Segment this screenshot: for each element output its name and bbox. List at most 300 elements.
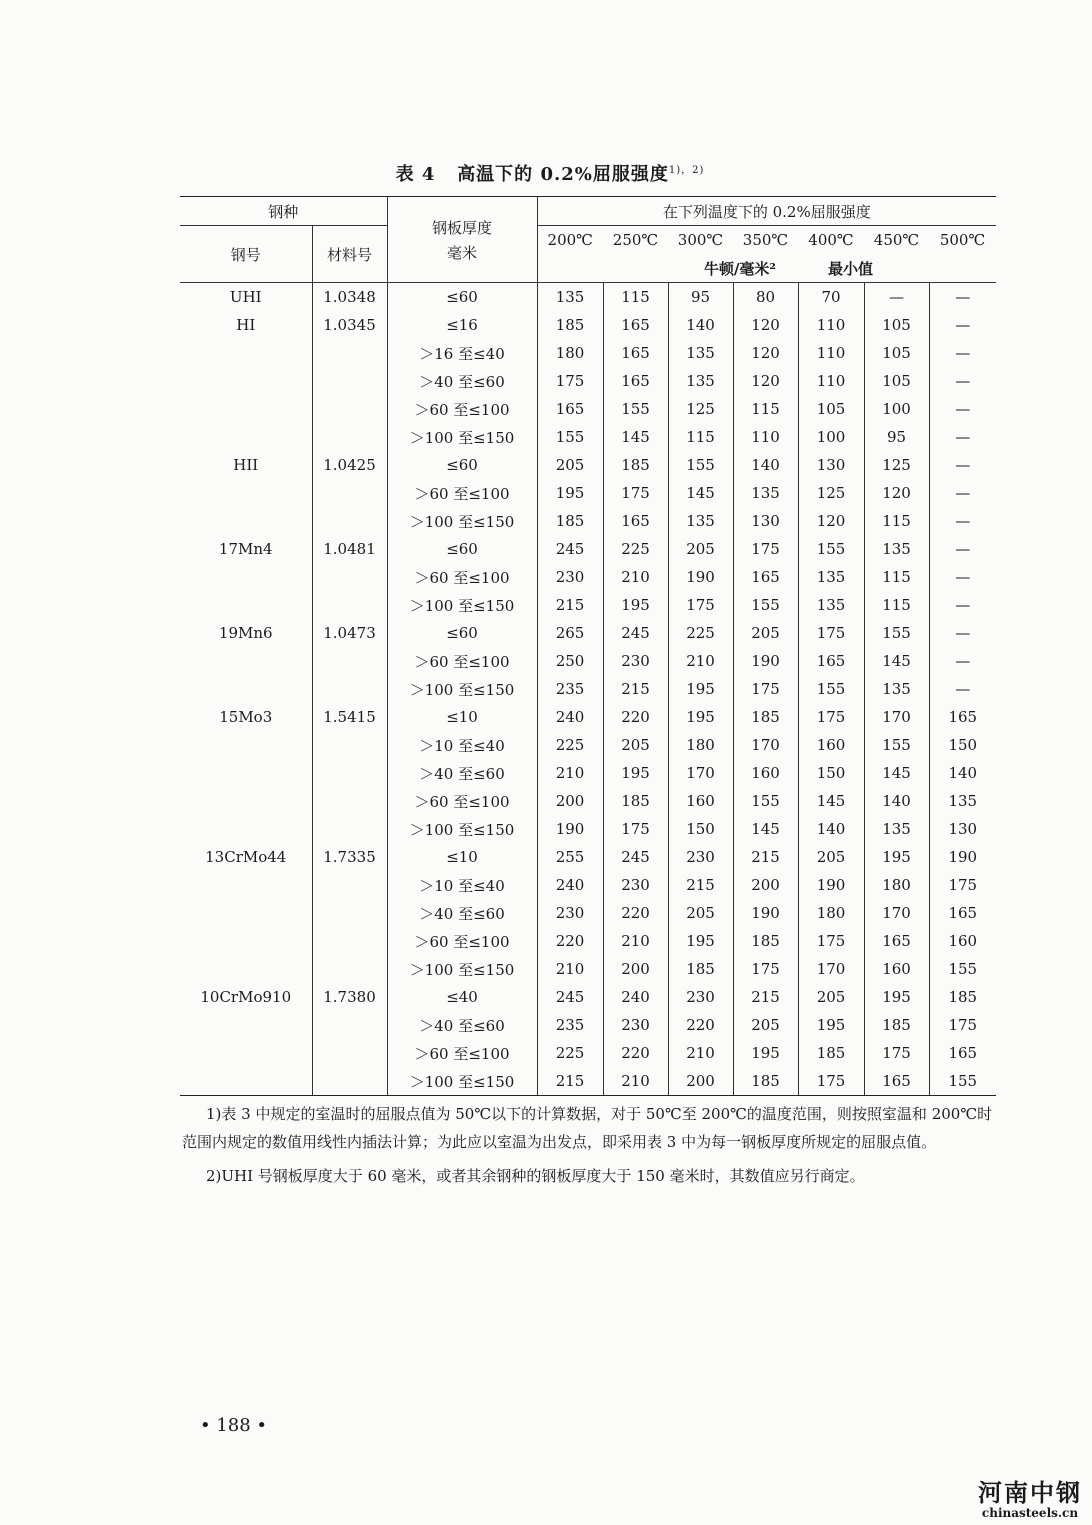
cell-value: 195	[537, 479, 603, 507]
cell-thickness: ＞60 至≤100	[387, 1039, 537, 1067]
cell-value: 175	[733, 535, 798, 563]
cell-value: 135	[798, 563, 864, 591]
cell-value: 185	[948, 988, 978, 1006]
table-row	[180, 871, 996, 899]
cell-thickness: ＞60 至≤100	[387, 563, 537, 591]
cell-material-no	[312, 927, 387, 955]
cell-value: 230	[537, 899, 603, 927]
cell-thickness: ＞10 至≤40	[387, 871, 537, 899]
cell-value: 220	[603, 703, 668, 731]
cell-value: 230	[603, 647, 668, 675]
cell-value: 110	[733, 423, 798, 451]
cell-material-no	[312, 787, 387, 815]
cell-value: —	[955, 456, 971, 474]
table-row	[180, 703, 996, 731]
cell-thickness: ＞100 至≤150	[387, 675, 537, 703]
cell-value: —	[955, 596, 971, 614]
cell-value: 125	[864, 451, 929, 479]
header-temp: 350℃	[742, 231, 789, 249]
cell-value: 130	[733, 507, 798, 535]
cell-value: 195	[864, 983, 929, 1011]
table-row	[180, 479, 996, 507]
cell-value: 215	[537, 1067, 603, 1096]
cell-value: 70	[798, 283, 864, 312]
cell-material-no: 1.0348	[312, 283, 387, 312]
cell-value: 265	[537, 619, 603, 647]
cell-material-no	[312, 955, 387, 983]
cell-value: 210	[603, 1067, 668, 1096]
cell-material-no	[312, 1067, 387, 1096]
cell-thickness: ＞60 至≤100	[387, 479, 537, 507]
table-row	[180, 451, 996, 479]
cell-grade: 13CrMo44	[180, 843, 312, 871]
cell-value: 195	[668, 927, 733, 955]
cell-thickness: ≤16	[387, 311, 537, 339]
cell-value: —	[955, 680, 971, 698]
cell-grade	[180, 787, 312, 815]
cell-value: 155	[733, 591, 798, 619]
cell-value: 155	[603, 395, 668, 423]
cell-value: 230	[668, 843, 733, 871]
cell-thickness: ≤60	[387, 535, 537, 563]
cell-grade	[180, 591, 312, 619]
cell-value: 175	[948, 876, 978, 894]
cell-grade: 10CrMo910	[180, 983, 312, 1011]
cell-value: 215	[733, 843, 798, 871]
cell-value: 140	[798, 815, 864, 843]
cell-grade	[180, 367, 312, 395]
cell-value: 105	[798, 395, 864, 423]
cell-value: 155	[733, 787, 798, 815]
cell-thickness: ＞100 至≤150	[387, 815, 537, 843]
table-row	[180, 1067, 996, 1096]
header-temperature-group: 在下列温度下的 0.2%屈服强度	[537, 197, 996, 226]
cell-value: 175	[864, 1039, 929, 1067]
cell-value: 135	[864, 535, 929, 563]
cell-thickness: ＞40 至≤60	[387, 899, 537, 927]
cell-value: 100	[864, 395, 929, 423]
cell-value: 185	[668, 955, 733, 983]
table-row	[180, 535, 996, 563]
cell-value: —	[955, 344, 971, 362]
cell-value: 240	[537, 703, 603, 731]
cell-value: 120	[733, 311, 798, 339]
cell-value: 160	[668, 787, 733, 815]
cell-value: 185	[603, 451, 668, 479]
cell-value: 175	[948, 1016, 978, 1034]
cell-value: 105	[864, 367, 929, 395]
cell-value: 145	[668, 479, 733, 507]
cell-material-no: 1.7335	[312, 843, 387, 871]
cell-value: 215	[668, 871, 733, 899]
cell-value: 175	[537, 367, 603, 395]
cell-value: 145	[864, 647, 929, 675]
cell-value: 195	[668, 703, 733, 731]
cell-material-no	[312, 423, 387, 451]
cell-value: 185	[603, 787, 668, 815]
cell-value: 140	[948, 764, 978, 782]
cell-value: 185	[798, 1039, 864, 1067]
cell-thickness: ＞60 至≤100	[387, 395, 537, 423]
cell-grade	[180, 899, 312, 927]
header-temp: 200℃	[547, 231, 593, 249]
cell-value: 210	[668, 1039, 733, 1067]
header-unit: 牛顿/毫米²	[537, 254, 798, 283]
cell-value: 110	[798, 367, 864, 395]
watermark-logo	[968, 1480, 1092, 1520]
cell-value: 185	[537, 311, 603, 339]
cell-value: 180	[537, 339, 603, 367]
cell-grade	[180, 927, 312, 955]
watermark-cn: 河南中钢	[978, 1479, 1082, 1507]
cell-value: 175	[603, 479, 668, 507]
cell-value: 165	[864, 1067, 929, 1096]
cell-value: 150	[798, 759, 864, 787]
cell-value: 135	[864, 815, 929, 843]
cell-value: 105	[864, 339, 929, 367]
cell-value: 105	[864, 311, 929, 339]
table-row	[180, 367, 996, 395]
cell-value: 230	[603, 871, 668, 899]
cell-value: 190	[798, 871, 864, 899]
cell-material-no	[312, 871, 387, 899]
cell-value: 145	[603, 423, 668, 451]
table-row	[180, 675, 996, 703]
cell-grade: HI	[180, 311, 312, 339]
cell-value: 165	[603, 311, 668, 339]
cell-material-no	[312, 647, 387, 675]
cell-value: 165	[948, 1044, 978, 1062]
header-temp: 500℃	[939, 231, 986, 249]
cell-value: 145	[733, 815, 798, 843]
table-row	[180, 423, 996, 451]
cell-material-no	[312, 899, 387, 927]
cell-value: 120	[733, 367, 798, 395]
table-row	[180, 731, 996, 759]
cell-value: —	[955, 624, 971, 642]
cell-value: 170	[798, 955, 864, 983]
footnote-2: 2)UHI 号钢板厚度大于 60 毫米，或者其余钢种的钢板厚度大于 150 毫米时，其数值应另行商定。	[206, 1167, 865, 1185]
cell-grade	[180, 563, 312, 591]
cell-material-no	[312, 731, 387, 759]
cell-value: 210	[537, 955, 603, 983]
cell-value: 115	[733, 395, 798, 423]
table-row	[180, 955, 996, 983]
cell-value: 185	[864, 1011, 929, 1039]
cell-value: 235	[537, 675, 603, 703]
cell-material-no	[312, 759, 387, 787]
cell-value: 165	[603, 339, 668, 367]
cell-value: 135	[864, 675, 929, 703]
cell-grade	[180, 955, 312, 983]
cell-value: 130	[948, 820, 978, 838]
cell-value: 180	[798, 899, 864, 927]
header-material-no: 材料号	[312, 226, 387, 283]
cell-value: 175	[798, 1067, 864, 1096]
table-row	[180, 507, 996, 535]
cell-thickness: ≤60	[387, 451, 537, 479]
cell-value: 255	[537, 843, 603, 871]
cell-value: 115	[864, 507, 929, 535]
cell-value: 220	[603, 899, 668, 927]
cell-thickness: ＞100 至≤150	[387, 1067, 537, 1096]
cell-value: —	[955, 400, 971, 418]
cell-value: 135	[668, 367, 733, 395]
cell-value: 230	[668, 983, 733, 1011]
cell-value: 180	[864, 871, 929, 899]
cell-value: 210	[668, 647, 733, 675]
cell-value: 155	[798, 675, 864, 703]
cell-value: 200	[603, 955, 668, 983]
cell-value: 215	[603, 675, 668, 703]
cell-value: 225	[603, 535, 668, 563]
cell-value: 205	[668, 899, 733, 927]
cell-material-no	[312, 339, 387, 367]
cell-value: 115	[864, 563, 929, 591]
cell-value: —	[955, 428, 971, 446]
cell-value: 245	[603, 843, 668, 871]
cell-thickness: ＞60 至≤100	[387, 927, 537, 955]
cell-value: 160	[798, 731, 864, 759]
cell-value: 205	[733, 619, 798, 647]
table-row	[180, 983, 996, 1011]
footnote-1: 1)表 3 中规定的室温时的屈服点值为 50℃以下的计算数据，对于 50℃至 200℃的温度范围，则按照室温和 200℃时范围内规定的数值用线性内插法计算；为此应以室温为出发点，即采用表 3 中为每一钢板厚度所规定的屈服点值。	[182, 1105, 993, 1151]
footnotes	[182, 1100, 1002, 1190]
cell-value: 240	[603, 983, 668, 1011]
cell-value: 175	[798, 703, 864, 731]
table-row	[180, 619, 996, 647]
cell-grade	[180, 1039, 312, 1067]
cell-value: 165	[798, 647, 864, 675]
cell-value: 200	[733, 871, 798, 899]
table-number: 表 4	[395, 164, 436, 185]
cell-grade	[180, 759, 312, 787]
cell-value: 165	[537, 395, 603, 423]
cell-value: 80	[733, 283, 798, 312]
cell-value: —	[864, 283, 929, 312]
cell-grade: 15Mo3	[180, 703, 312, 731]
cell-value: 110	[798, 311, 864, 339]
cell-grade	[180, 339, 312, 367]
cell-grade	[180, 871, 312, 899]
cell-value: 150	[948, 736, 978, 754]
cell-value: 135	[733, 479, 798, 507]
header-temp: 300℃	[677, 231, 724, 249]
table-row	[180, 339, 996, 367]
footnote-marks: 1)，2)	[668, 165, 705, 176]
cell-material-no	[312, 591, 387, 619]
cell-value: 205	[603, 731, 668, 759]
cell-value: 155	[798, 535, 864, 563]
table-row	[180, 843, 996, 871]
header-temp: 400℃	[808, 231, 854, 249]
cell-material-no	[312, 1039, 387, 1067]
cell-value: 100	[798, 423, 864, 451]
cell-value: —	[955, 512, 971, 530]
cell-value: 165	[603, 507, 668, 535]
cell-value: 155	[929, 1067, 996, 1096]
cell-value: 165	[948, 904, 978, 922]
cell-thickness: ≤40	[387, 983, 537, 1011]
cell-value: 170	[733, 731, 798, 759]
cell-value: 175	[798, 619, 864, 647]
cell-thickness: ＞40 至≤60	[387, 367, 537, 395]
cell-material-no: 1.0481	[312, 535, 387, 563]
cell-value: 175	[733, 675, 798, 703]
cell-value: —	[955, 652, 971, 670]
cell-value: 160	[948, 932, 978, 950]
cell-value: 125	[798, 479, 864, 507]
table-row	[180, 1039, 996, 1067]
cell-value: 95	[864, 423, 929, 451]
cell-value: 210	[603, 927, 668, 955]
cell-value: 140	[864, 787, 929, 815]
cell-value: 95	[668, 283, 733, 312]
cell-value: 225	[668, 619, 733, 647]
cell-thickness: ＞16 至≤40	[387, 339, 537, 367]
cell-value: 190	[668, 563, 733, 591]
table-row	[180, 759, 996, 787]
cell-value: 225	[537, 731, 603, 759]
page-number: • 188 •	[200, 1415, 268, 1436]
cell-value: 135	[668, 507, 733, 535]
cell-material-no	[312, 815, 387, 843]
cell-grade	[180, 647, 312, 675]
cell-thickness: ≤60	[387, 619, 537, 647]
cell-value: 135	[537, 283, 603, 312]
header-steel-type: 钢种	[180, 197, 387, 226]
table-row	[180, 787, 996, 815]
cell-value: 175	[668, 591, 733, 619]
cell-value: 145	[864, 759, 929, 787]
cell-value: 195	[864, 843, 929, 871]
cell-value: 155	[864, 731, 929, 759]
cell-value: —	[955, 484, 971, 502]
cell-value: 205	[537, 451, 603, 479]
cell-value: 155	[864, 619, 929, 647]
cell-value: 175	[798, 927, 864, 955]
cell-value: 175	[603, 815, 668, 843]
cell-value: 220	[668, 1011, 733, 1039]
cell-value: 165	[733, 563, 798, 591]
cell-thickness: ≤60	[387, 283, 537, 312]
cell-value: 170	[668, 759, 733, 787]
cell-material-no	[312, 479, 387, 507]
cell-grade	[180, 395, 312, 423]
cell-value: 195	[733, 1039, 798, 1067]
cell-value: 195	[603, 759, 668, 787]
cell-value: 180	[668, 731, 733, 759]
cell-material-no	[312, 675, 387, 703]
cell-value: 120	[798, 507, 864, 535]
cell-material-no	[312, 367, 387, 395]
cell-material-no: 1.0425	[312, 451, 387, 479]
cell-grade	[180, 675, 312, 703]
cell-thickness: ＞60 至≤100	[387, 647, 537, 675]
cell-value: 185	[733, 927, 798, 955]
cell-grade: UHI	[180, 283, 312, 312]
table-row	[180, 563, 996, 591]
cell-value: 135	[798, 591, 864, 619]
cell-value: 155	[537, 423, 603, 451]
cell-value: 205	[668, 535, 733, 563]
cell-value: 135	[948, 792, 978, 810]
cell-value: 185	[537, 507, 603, 535]
cell-value: 220	[603, 1039, 668, 1067]
table-row	[180, 927, 996, 955]
cell-value: 245	[603, 619, 668, 647]
table-row	[180, 591, 996, 619]
cell-value: 185	[733, 1067, 798, 1096]
cell-grade: 19Mn6	[180, 619, 312, 647]
cell-value: 165	[864, 927, 929, 955]
header-grade: 钢号	[180, 226, 312, 283]
cell-value: 170	[864, 703, 929, 731]
header-thickness-label: 钢板厚度	[432, 218, 493, 237]
cell-value: 250	[537, 647, 603, 675]
table-row	[180, 1011, 996, 1039]
cell-value: 160	[864, 955, 929, 983]
table-title	[300, 160, 800, 186]
cell-value: —	[955, 568, 971, 586]
cell-value: 115	[668, 423, 733, 451]
cell-value: 155	[948, 960, 978, 978]
cell-value: 195	[798, 1011, 864, 1039]
cell-material-no	[312, 507, 387, 535]
cell-material-no: 1.0473	[312, 619, 387, 647]
cell-value: 245	[537, 983, 603, 1011]
table-row	[180, 311, 996, 339]
cell-value: 195	[603, 591, 668, 619]
cell-value: 165	[603, 367, 668, 395]
cell-value: 130	[798, 451, 864, 479]
cell-value: 135	[668, 339, 733, 367]
cell-value: 215	[733, 983, 798, 1011]
cell-value: 200	[537, 787, 603, 815]
header-temp: 250℃	[612, 231, 659, 249]
cell-value: 110	[798, 339, 864, 367]
cell-value: 190	[948, 848, 978, 866]
cell-value: 235	[537, 1011, 603, 1039]
cell-value: 190	[733, 899, 798, 927]
cell-value: 120	[864, 479, 929, 507]
header-thickness	[387, 197, 537, 283]
cell-value: 240	[537, 871, 603, 899]
cell-value: 230	[603, 1011, 668, 1039]
cell-value: 190	[733, 647, 798, 675]
cell-material-no: 1.0345	[312, 311, 387, 339]
cell-value: 185	[733, 703, 798, 731]
cell-material-no	[312, 1011, 387, 1039]
cell-grade	[180, 731, 312, 759]
cell-thickness: ＞40 至≤60	[387, 1011, 537, 1039]
cell-grade	[180, 479, 312, 507]
cell-material-no: 1.7380	[312, 983, 387, 1011]
cell-value: 215	[537, 591, 603, 619]
cell-grade	[180, 815, 312, 843]
cell-value: 210	[537, 759, 603, 787]
cell-thickness: ＞100 至≤150	[387, 423, 537, 451]
cell-value: —	[955, 540, 971, 558]
cell-value: —	[955, 372, 971, 390]
cell-thickness: ＞40 至≤60	[387, 759, 537, 787]
cell-thickness: ＞100 至≤150	[387, 591, 537, 619]
cell-value: 200	[668, 1067, 733, 1096]
cell-value: 190	[537, 815, 603, 843]
cell-grade: 17Mn4	[180, 535, 312, 563]
cell-grade	[180, 1067, 312, 1096]
cell-thickness: ≤10	[387, 843, 537, 871]
